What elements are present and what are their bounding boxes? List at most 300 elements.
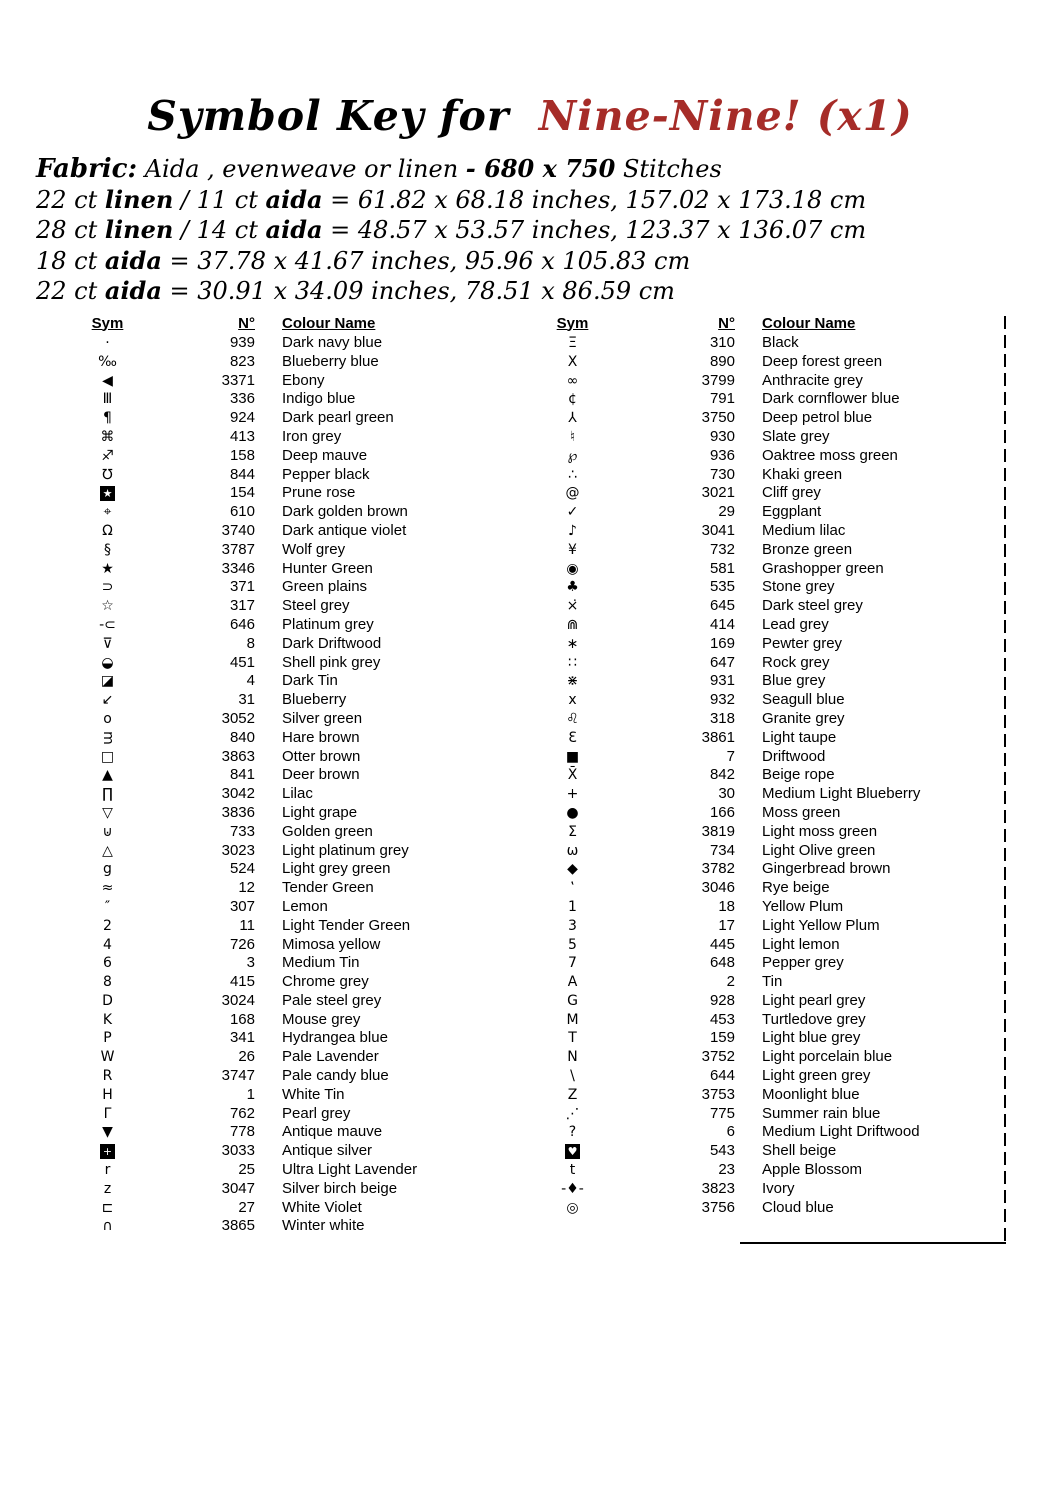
floss-number-cell: 168 [229, 1010, 255, 1028]
stitch-symbol: ¥ [568, 541, 577, 558]
key-row [545, 729, 1007, 748]
stitch-symbol: R [102, 1068, 113, 1085]
colour-name-cell: Hunter Green [282, 559, 373, 577]
key-row [545, 1199, 1007, 1218]
key-row [545, 466, 1007, 485]
floss-number-cell: 310 [709, 334, 735, 351]
floss-number-cell: 778 [229, 1123, 255, 1141]
stitch-symbol: ♮ [569, 428, 575, 445]
colour-name-cell: Stone grey [762, 578, 835, 596]
colour-name-cell: Mimosa yellow [282, 935, 381, 953]
symbol-cell [80, 616, 135, 635]
floss-number-cell: 644 [709, 1067, 735, 1085]
symbol-cell [80, 936, 135, 955]
key-row [545, 1029, 1007, 1048]
colour-name-cell: Bronze green [762, 540, 853, 558]
stitch-symbol: ‰ [98, 353, 117, 370]
stitch-symbol: X [567, 353, 578, 370]
colour-name-cell: Golden green [282, 822, 373, 840]
key-row [80, 484, 510, 503]
fabric-text-segment: Aida , evenweave or linen [137, 155, 466, 183]
symbol-cell [80, 635, 135, 654]
colour-name-cell: Pale Lavender [282, 1048, 379, 1066]
stitch-symbol: Ω [102, 522, 113, 539]
key-row [80, 1142, 510, 1161]
stitch-symbol: x [568, 692, 577, 709]
symbol-cell [545, 597, 600, 616]
fabric-line [36, 246, 1026, 277]
symbol-cell [80, 578, 135, 597]
symbol-cell [545, 1048, 600, 1067]
key-row [80, 1123, 510, 1142]
floss-number-cell: 730 [709, 465, 735, 483]
key-row [80, 390, 510, 409]
floss-number-cell: 3041 [701, 521, 735, 539]
floss-number-cell: 1 [246, 1085, 255, 1103]
key-row [545, 484, 1007, 503]
floss-number-cell: 734 [709, 841, 735, 859]
key-row [545, 954, 1007, 973]
key-row [80, 1180, 510, 1199]
stitch-symbol: ″ [104, 898, 111, 915]
stitch-symbol: ★ [100, 486, 115, 501]
fabric-text-segment: Stitches [615, 155, 722, 183]
symbol-cell [80, 503, 135, 522]
symbol-cell [545, 447, 600, 466]
fabric-text-segment: aida [265, 215, 323, 245]
floss-number-cell: 169 [709, 634, 735, 652]
colour-name-cell: Light grey green [282, 860, 391, 878]
floss-number-cell: 610 [229, 503, 255, 521]
fabric-text-segment: - 680 x 750 [465, 154, 616, 183]
key-table-header [80, 312, 510, 334]
floss-number-cell: 3861 [701, 728, 735, 746]
floss-number-cell: 414 [709, 615, 735, 633]
stitch-symbol: ⋒ [566, 616, 579, 633]
stitch-symbol: 4 [103, 936, 112, 953]
stitch-symbol: ✓ [566, 504, 579, 521]
symbol-cell [80, 447, 135, 466]
stitch-symbol: § [104, 541, 111, 558]
floss-number-cell: 3047 [221, 1179, 255, 1197]
colour-name-cell: Dark Tin [282, 672, 338, 690]
colour-name-cell: Pewter grey [762, 634, 843, 652]
key-row [80, 936, 510, 955]
floss-number-cell: 924 [229, 409, 255, 427]
symbol-cell [545, 898, 600, 917]
symbol-cell [80, 1161, 135, 1180]
stitch-symbol: o [103, 710, 112, 727]
colour-name-cell: Gingerbread brown [762, 860, 891, 878]
floss-number-cell: 11 [239, 916, 255, 934]
symbol-cell [80, 541, 135, 560]
stitch-symbol: @ [565, 485, 580, 502]
title-prefix: Symbol Key for [147, 92, 510, 140]
stitch-symbol: ☆ [101, 598, 114, 615]
stitch-symbol: 8 [103, 974, 112, 991]
key-row [80, 804, 510, 823]
floss-number-cell: 890 [709, 352, 735, 370]
stitch-symbol: ● [566, 804, 579, 821]
floss-number-cell: 936 [709, 446, 735, 464]
key-row [80, 578, 510, 597]
key-row [545, 616, 1007, 635]
stitch-symbol: ⊍ [102, 823, 113, 840]
floss-number-cell: 939 [229, 334, 255, 351]
key-row [545, 447, 1007, 466]
symbol-cell [545, 1011, 600, 1030]
symbol-cell [545, 917, 600, 936]
key-row [80, 879, 510, 898]
stitch-symbol: ⋇ [566, 673, 579, 690]
key-row [80, 1048, 510, 1067]
floss-number-cell: 307 [229, 897, 255, 915]
floss-number-cell: 29 [718, 503, 735, 521]
colour-name-cell: Tin [762, 973, 783, 991]
floss-number-cell: 762 [229, 1104, 255, 1122]
stitch-symbol: Ⅲ [102, 391, 113, 408]
colour-name-cell: Blue grey [762, 672, 826, 690]
stitch-symbol: ⊽ [102, 635, 113, 652]
stitch-symbol: z [103, 1180, 112, 1197]
floss-number-cell: 3747 [221, 1067, 255, 1085]
symbol-cell [545, 390, 600, 409]
column-header-sym: Sym [91, 314, 124, 332]
stitch-symbol: ⌖ [103, 504, 112, 521]
symbol-cell [80, 1011, 135, 1030]
symbol-cell [545, 729, 600, 748]
floss-number-cell: 166 [709, 803, 735, 821]
floss-number-cell: 3346 [221, 559, 255, 577]
symbol-cell [80, 1142, 135, 1161]
page-title [0, 92, 1060, 140]
key-row [545, 1180, 1007, 1199]
floss-number-cell: 3799 [701, 371, 735, 389]
stitch-symbol: ♌ [566, 710, 579, 727]
symbol-cell [80, 710, 135, 729]
floss-number-cell: 3819 [701, 822, 735, 840]
stitch-symbol: ⊃ [101, 579, 114, 596]
symbol-cell [545, 503, 600, 522]
key-row [545, 334, 1007, 353]
key-row [545, 766, 1007, 785]
key-row [545, 1048, 1007, 1067]
colour-name-cell: Shell beige [762, 1142, 837, 1160]
colour-name-cell: Antique silver [282, 1142, 373, 1160]
symbol-cell [545, 842, 600, 861]
colour-name-cell: Light pearl grey [762, 991, 866, 1009]
colour-name-cell: Light taupe [762, 728, 837, 746]
colour-name-cell: Ivory [762, 1179, 795, 1197]
colour-name-cell: Blueberry blue [282, 352, 379, 370]
symbol-cell [545, 1086, 600, 1105]
key-row [80, 372, 510, 391]
symbol-cell [80, 466, 135, 485]
key-table-right [545, 312, 1007, 1217]
floss-number-cell: 30 [718, 785, 735, 803]
symbol-cell [545, 954, 600, 973]
stitch-symbol: ◀ [102, 372, 113, 389]
colour-name-cell: Khaki green [762, 465, 843, 483]
fabric-text-segment: aida [265, 184, 323, 214]
symbol-cell [545, 428, 600, 447]
floss-number-cell: 3052 [221, 709, 255, 727]
symbol-cell [545, 466, 600, 485]
colour-name-cell: Deep petrol blue [762, 409, 873, 427]
floss-number-cell: 842 [709, 766, 735, 784]
stitch-symbol: □ [100, 748, 115, 765]
colour-name-cell: Winter white [282, 1217, 365, 1235]
symbol-cell [80, 917, 135, 936]
floss-number-cell: 726 [229, 935, 255, 953]
colour-name-cell: Medium lilac [762, 521, 846, 539]
floss-number-cell: 3823 [701, 1179, 735, 1197]
table-bottom-border [740, 1242, 1006, 1244]
symbol-cell [80, 1086, 135, 1105]
key-row [545, 390, 1007, 409]
column-header-colour-name: Colour Name [282, 314, 376, 332]
key-row [80, 672, 510, 691]
stitch-symbol: ▼ [102, 1124, 113, 1141]
key-table-right-rows [545, 334, 1007, 1217]
colour-name-cell: Hare brown [282, 728, 360, 746]
floss-number-cell: 317 [229, 597, 255, 615]
colour-name-cell: Pepper grey [762, 954, 844, 972]
key-row [80, 541, 510, 560]
symbol-cell [545, 766, 600, 785]
symbol-cell [80, 860, 135, 879]
key-row [545, 672, 1007, 691]
colour-name-cell: Granite grey [762, 709, 845, 727]
colour-name-cell: Light Olive green [762, 841, 876, 859]
stitch-symbol: W [100, 1049, 115, 1066]
stitch-symbol: X̄ [567, 767, 578, 784]
colour-name-cell: Seagull blue [762, 691, 845, 709]
symbol-cell [545, 879, 600, 898]
key-table-left-rows [80, 334, 510, 1236]
stitch-symbol: ◒ [101, 654, 114, 671]
colour-name-cell: Light lemon [762, 935, 840, 953]
colour-name-cell: Medium Tin [282, 954, 360, 972]
colour-name-cell: Green plains [282, 578, 368, 596]
symbol-cell [545, 1105, 600, 1124]
colour-name-cell: Dark navy blue [282, 334, 383, 351]
colour-name-cell: Wolf grey [282, 540, 346, 558]
stitch-symbol: ↙ [101, 692, 114, 709]
floss-number-cell: 931 [709, 672, 735, 690]
key-row [80, 785, 510, 804]
fabric-line [36, 154, 1026, 185]
symbol-cell [80, 729, 135, 748]
floss-number-cell: 3021 [701, 484, 735, 502]
fabric-text-segment: = 61.82 x 68.18 inches, 157.02 x 173.18 cm [322, 185, 867, 214]
key-row [80, 691, 510, 710]
colour-name-cell: Driftwood [762, 747, 826, 765]
floss-number-cell: 413 [229, 427, 255, 445]
floss-number-cell: 3753 [701, 1085, 735, 1103]
stitch-symbol: + [100, 1144, 115, 1159]
symbol-cell [545, 635, 600, 654]
key-row [80, 1217, 510, 1236]
symbol-cell [80, 823, 135, 842]
key-row [545, 973, 1007, 992]
symbol-cell [80, 691, 135, 710]
floss-number-cell: 791 [709, 390, 735, 408]
floss-number-cell: 18 [718, 897, 735, 915]
key-row [545, 691, 1007, 710]
floss-number-cell: 841 [229, 766, 255, 784]
colour-name-cell: Shell pink grey [282, 653, 381, 671]
stitch-symbol: 7 [568, 955, 577, 972]
symbol-cell [545, 522, 600, 541]
stitch-symbol: ▲ [102, 767, 113, 784]
stitch-symbol: ? [568, 1124, 577, 1141]
key-row [545, 503, 1007, 522]
colour-name-cell: Lead grey [762, 615, 829, 633]
fabric-text-segment: aida [104, 245, 162, 275]
symbol-cell [80, 672, 135, 691]
colour-name-cell: Rock grey [762, 653, 830, 671]
table-right-border [1004, 316, 1006, 1242]
floss-number-cell: 159 [709, 1029, 735, 1047]
symbol-cell [80, 748, 135, 767]
floss-number-cell: 453 [709, 1010, 735, 1028]
floss-number-cell: 27 [238, 1198, 255, 1216]
colour-name-cell: Otter brown [282, 747, 361, 765]
colour-name-cell: Platinum grey [282, 615, 374, 633]
key-row [80, 654, 510, 673]
symbol-cell [80, 973, 135, 992]
column-header-sym: Sym [556, 314, 589, 332]
floss-number-cell: 336 [229, 390, 255, 408]
key-row [80, 447, 510, 466]
symbol-cell [80, 334, 135, 353]
key-row [545, 522, 1007, 541]
stitch-symbol: ∗ [566, 635, 579, 652]
key-row [545, 635, 1007, 654]
colour-name-cell: Pale candy blue [282, 1067, 389, 1085]
colour-name-cell: Anthracite grey [762, 371, 863, 389]
colour-name-cell: Light Yellow Plum [762, 916, 880, 934]
colour-name-cell: Chrome grey [282, 973, 369, 991]
colour-name-cell: Apple Blossom [762, 1161, 863, 1179]
symbol-cell [545, 578, 600, 597]
key-row [80, 842, 510, 861]
symbol-cell [80, 353, 135, 372]
fabric-text-segment: = 37.78 x 41.67 inches, 95.96 x 105.83 cm [161, 246, 691, 275]
colour-name-cell: Grashopper green [762, 559, 884, 577]
fabric-text-segment: 22 ct [36, 185, 105, 214]
colour-name-cell: White Violet [282, 1198, 362, 1216]
stitch-symbol: t [569, 1162, 576, 1179]
stitch-symbol: + [566, 786, 579, 803]
symbol-cell [80, 1180, 135, 1199]
key-row [545, 860, 1007, 879]
colour-name-cell: Cliff grey [762, 484, 821, 502]
symbol-cell [80, 390, 135, 409]
floss-number-cell: 3863 [221, 747, 255, 765]
key-row [80, 973, 510, 992]
column-header-colour-name: Colour Name [762, 314, 856, 332]
colour-name-cell: Moonlight blue [762, 1085, 860, 1103]
key-row [80, 1011, 510, 1030]
key-row [80, 466, 510, 485]
fabric-line [36, 276, 1026, 307]
stitch-symbol: ‛ [570, 880, 575, 897]
key-row [545, 372, 1007, 391]
stitch-symbol: ∏ [102, 786, 113, 803]
colour-name-cell: Light green grey [762, 1067, 871, 1085]
fabric-text-segment: 28 ct [36, 216, 105, 245]
colour-name-cell: Deep forest green [762, 352, 883, 370]
floss-number-cell: 31 [238, 691, 255, 709]
colour-name-cell: Dark cornflower blue [762, 390, 900, 408]
fabric-line [36, 215, 1026, 246]
stitch-symbol: · [105, 335, 110, 351]
colour-name-cell: Silver birch beige [282, 1179, 398, 1197]
colour-name-cell: Light porcelain blue [762, 1048, 893, 1066]
stitch-symbol: r [104, 1162, 111, 1179]
floss-number-cell: 341 [229, 1029, 255, 1047]
key-row [545, 597, 1007, 616]
key-row [545, 785, 1007, 804]
key-row [545, 917, 1007, 936]
colour-name-cell: Pepper black [282, 465, 370, 483]
floss-number-cell: 581 [709, 559, 735, 577]
symbol-cell [545, 560, 600, 579]
stitch-symbol: ≈ [101, 880, 114, 897]
colour-name-cell: Steel grey [282, 597, 350, 615]
symbol-cell [545, 1029, 600, 1048]
colour-name-cell: Deep mauve [282, 446, 368, 464]
symbol-cell [80, 560, 135, 579]
floss-number-cell: 17 [718, 916, 735, 934]
fabric-text-segment: linen [104, 184, 174, 214]
floss-number-cell: 445 [709, 935, 735, 953]
colour-name-cell: Light blue grey [762, 1029, 861, 1047]
fabric-text-segment: / 11 ct [173, 185, 266, 214]
symbol-cell [80, 1029, 135, 1048]
key-row [545, 1067, 1007, 1086]
key-row [80, 1105, 510, 1124]
stitch-symbol: G [567, 992, 578, 1009]
floss-number-cell: 3752 [701, 1048, 735, 1066]
key-row [545, 842, 1007, 861]
symbol-cell [80, 785, 135, 804]
stitch-symbol: ⊏ [101, 1199, 114, 1216]
colour-name-cell: Ebony [282, 371, 325, 389]
symbol-cell [80, 1048, 135, 1067]
floss-number-cell: 318 [709, 709, 735, 727]
floss-number-cell: 535 [709, 578, 735, 596]
stitch-symbol: A [567, 974, 578, 991]
fabric-text-segment: aida [104, 276, 162, 306]
floss-number-cell: 12 [238, 879, 255, 897]
floss-number-cell: 733 [229, 822, 255, 840]
stitch-symbol: ▽ [102, 804, 113, 821]
floss-number-cell: 158 [229, 446, 255, 464]
symbol-cell [545, 409, 600, 428]
floss-number-cell: 647 [709, 653, 735, 671]
key-row [80, 560, 510, 579]
symbol-cell [80, 1123, 135, 1142]
symbol-cell [545, 748, 600, 767]
symbol-cell [545, 1161, 600, 1180]
symbol-cell [545, 372, 600, 391]
key-row [80, 992, 510, 1011]
key-row [80, 1067, 510, 1086]
symbol-cell [80, 766, 135, 785]
